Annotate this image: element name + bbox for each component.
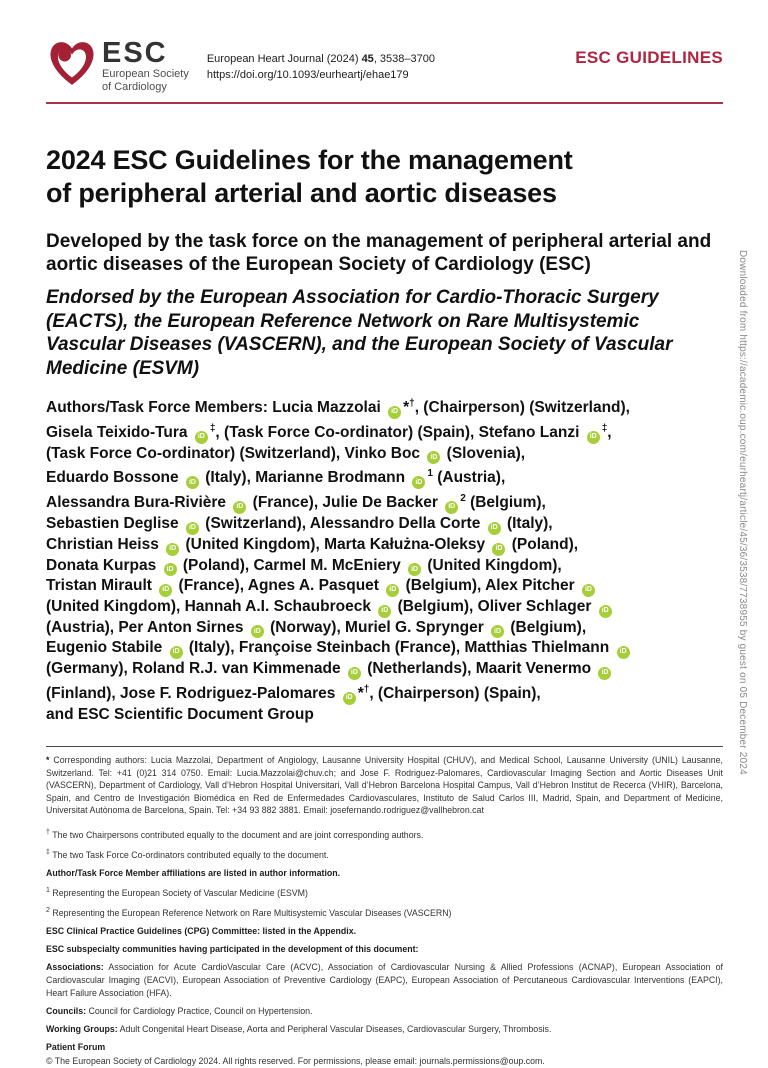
esc-logo-orgname bbox=[102, 68, 189, 93]
footnote-marker: † bbox=[46, 829, 50, 836]
author-line: Alessandra Bura-Rivière iD (France), Julie De Backer $iD^2$ (Belgium), bbox=[46, 489, 723, 514]
header-rule bbox=[46, 102, 723, 104]
footnote: $^1$ Representing the European Society of Vascular Medicine (ESVM) bbox=[46, 887, 308, 899]
orcid-icon[interactable]: iD bbox=[445, 501, 458, 514]
article-title-line1: 2024 ESC Guidelines for the management bbox=[46, 145, 573, 175]
orcid-icon[interactable]: iD bbox=[412, 476, 425, 489]
journal-citation-block bbox=[207, 38, 435, 83]
author-footnote-marker: † bbox=[363, 683, 370, 695]
footnote-marker: 1 bbox=[46, 887, 50, 895]
author-line: (Finland), Jose F. Rodriguez-Palomares iD *†, (Chairperson) (Spain), bbox=[46, 680, 723, 705]
orcid-icon[interactable]: iD bbox=[617, 646, 630, 659]
footnote-marker: 2 bbox=[46, 907, 50, 915]
orcid-icon[interactable]: iD bbox=[427, 451, 440, 464]
author-footnote-marker: 2 bbox=[460, 493, 466, 505]
orcid-icon[interactable]: iD bbox=[582, 584, 595, 597]
footnote: Councils: Council for Cardiology Practice, Council on Hypertension. bbox=[46, 1005, 313, 1016]
footnote-marker: * bbox=[46, 755, 54, 766]
doi-link[interactable]: https://doi.org/10.1093/eurheartj/ehae179 bbox=[206, 69, 409, 81]
article-endorsement: Endorsed by the European Association for Cardio-Thoracic Surgery (EACTS), the European Reference Network on Rare Multisystemic Vascular Diseases (VASCERN), and the European Society of Vascular Medicine (ESVM) bbox=[46, 287, 673, 379]
citation-pre: European Heart Journal (2024) bbox=[206, 53, 362, 65]
orcid-icon[interactable]: iD bbox=[233, 501, 246, 514]
author-line: Eugenio Stabile iD (Italy), Françoise Steinbach (France), Matthias Thielmann iD bbox=[46, 638, 723, 659]
author-line: Gisela Teixido-Tura iD‡, (Task Force Co-ordinator) (Spain), Stefano Lanzi iD‡, bbox=[46, 419, 723, 444]
orcid-icon[interactable]: iD bbox=[388, 406, 401, 419]
footnote: * Corresponding authors: Lucia Mazzolai, Department of Angiology, Lausanne University Hospital (CHUV), and Medical School, Lausanne University (UNIL) Lausanne, Switzerland. Tel: +41 (0)21 314 0750. Email: Lucia.Mazzolai@chuv.ch; and Jose F. Rodriguez-Palomares, Cardiovascular Imaging Section and Aortic Diseases Unit (VASCERN), Department of Cardiology, Vall d’Hebron Hospital Universitari, Vall d’Hebron Barcelona Hospital Campus, Vall d’Hebron Institut de Recerca (VHIR), Barcelona, Spain, and Centro de Investigación Biomédica en Red de Enfermedades Cardiovasculares, Instituto de Salud Carlos III, Madrid, Spain, and Department of Medicine, Universitat Autònoma de Barcelona, Spain. Tel: +34 93 882 3881. Email: josefernando.rodriguez@vallhebron.cat bbox=[46, 755, 723, 816]
footnotes bbox=[46, 754, 723, 1068]
footnote-rule bbox=[46, 746, 723, 747]
footnote: † The two Chairpersons contributed equally to the document and are joint corresponding authors. bbox=[46, 829, 424, 840]
author-footnote-marker: † bbox=[409, 398, 415, 409]
footnote: ESC subspecialty communities having participated in the development of this document: bbox=[46, 944, 419, 955]
author-line: Tristan Mirault iD (France), Agnes A. Pasquet iD (Belgium), Alex Pitcher iD bbox=[46, 576, 723, 597]
orcid-icon[interactable]: iD bbox=[195, 431, 208, 444]
esc-logo-org-line2: of Cardiology bbox=[102, 80, 167, 93]
orcid-icon[interactable]: iD bbox=[408, 563, 421, 576]
footnote: Working Groups: Adult Congenital Heart Disease, Aorta and Peripheral Vascular Diseases, Cardiovascular Surgery, Thrombosis. bbox=[46, 1023, 552, 1034]
orcid-icon[interactable]: iD bbox=[378, 605, 391, 618]
footnote-lead: Working Groups: bbox=[46, 1023, 118, 1034]
article-subtitle: Developed by the task force on the management of peripheral arterial and aortic diseases of the European Society of Cardiology (ESC) bbox=[46, 231, 712, 275]
esc-guidelines-badge: ESC GUIDELINES bbox=[575, 48, 723, 67]
esc-logo-text bbox=[102, 38, 189, 93]
orcid-icon[interactable]: iD bbox=[251, 625, 264, 638]
author-line: (Germany), Roland R.J. van Kimmenade iD (Netherlands), Maarit Venermo iD bbox=[46, 659, 723, 680]
orcid-icon[interactable]: iD bbox=[492, 543, 505, 556]
author-line: Donata Kurpas iD (Poland), Carmel M. McEniery iD (United Kingdom), bbox=[46, 556, 723, 577]
orcid-icon[interactable]: iD bbox=[159, 584, 172, 597]
journal-citation bbox=[207, 51, 435, 67]
author-footnote-marker: ‡ bbox=[601, 422, 608, 434]
download-watermark: Downloaded from https://academic.oup.com/eurheartj/article/45/36/3538/7738955 by guest on 05 December 2024 bbox=[737, 250, 748, 775]
author-line: Eduardo Bossone iD (Italy), Marianne Brodmann $iD^1$ (Austria), bbox=[46, 464, 723, 489]
orcid-icon[interactable]: iD bbox=[166, 543, 179, 556]
footnote: $^2$ Representing the European Reference Network on Rare Multisystemic Vascular Diseases (VASCERN) bbox=[46, 907, 452, 919]
footnote-lead: Associations: bbox=[46, 962, 104, 973]
orcid-icon[interactable]: iD bbox=[491, 625, 504, 638]
page-header bbox=[46, 38, 723, 96]
footnote-lead: Councils: bbox=[46, 1005, 87, 1016]
orcid-icon[interactable]: iD bbox=[598, 667, 611, 680]
esc-logo-acronym: ESC bbox=[102, 37, 168, 69]
footnote: ESC Clinical Practice Guidelines (CPG) Committee: listed in the Appendix. bbox=[46, 926, 357, 937]
author-line: Sebastien Deglise iD (Switzerland), Alessandro Della Corte iD (Italy), bbox=[46, 514, 723, 535]
citation-post: , 3538–3700 bbox=[373, 53, 435, 65]
orcid-icon[interactable]: iD bbox=[386, 584, 399, 597]
footnote: ‡ The two Task Force Co-ordinators contributed equally to the document. bbox=[46, 849, 329, 860]
esc-heart-icon bbox=[46, 39, 98, 87]
footnote: Patient Forum bbox=[46, 1041, 106, 1052]
article-title-line2: of peripheral arterial and aortic diseases bbox=[46, 178, 557, 208]
orcid-icon[interactable]: iD bbox=[170, 646, 183, 659]
orcid-icon[interactable]: iD bbox=[186, 476, 199, 489]
author-line: and ESC Scientific Document Group bbox=[46, 705, 314, 723]
author-line: (United Kingdom), Hannah A.I. Schaubroeck iD (Belgium), Oliver Schlager iD bbox=[46, 597, 723, 618]
author-line: Christian Heiss iD (United Kingdom), Marta Kałużna-Oleksy iD (Poland), bbox=[46, 535, 723, 556]
article-title bbox=[46, 144, 723, 210]
footnote-marker: ‡ bbox=[46, 849, 50, 857]
orcid-icon[interactable]: iD bbox=[599, 605, 612, 618]
orcid-icon[interactable]: iD bbox=[348, 667, 361, 680]
author-line: Authors/Task Force Members: Lucia Mazzolai iD *†, (Chairperson) (Switzerland), bbox=[46, 394, 723, 419]
esc-logo-org-line1: European Society bbox=[102, 68, 189, 80]
author-footnote-marker: 1 bbox=[427, 468, 433, 480]
esc-logo bbox=[46, 38, 189, 93]
footnote: © The European Society of Cardiology 2024. All rights reserved. For permissions, please email: journals.permissions@oup.com. bbox=[46, 1056, 545, 1067]
citation-volume: 45 bbox=[361, 53, 374, 65]
orcid-icon[interactable]: iD bbox=[343, 692, 356, 705]
orcid-icon[interactable]: iD bbox=[587, 431, 600, 444]
authors-list bbox=[46, 394, 723, 725]
orcid-icon[interactable]: iD bbox=[186, 522, 199, 535]
footnote: Author/Task Force Member affiliations are listed in author information. bbox=[46, 868, 341, 879]
author-footnote-marker: ‡ bbox=[209, 422, 216, 434]
author-line: (Task Force Co-ordinator) (Switzerland), Vinko Boc iD (Slovenia), bbox=[46, 444, 723, 465]
orcid-icon[interactable]: iD bbox=[488, 522, 501, 535]
orcid-icon[interactable]: iD bbox=[164, 563, 177, 576]
author-line: (Austria), Per Anton Sirnes iD (Norway), Muriel G. Sprynger iD (Belgium), bbox=[46, 618, 723, 639]
footnote: Associations: Association for Acute CardioVascular Care (ACVC), Association of Cardiovascular Nursing & Allied Professions (ACNAP), European Association of Cardiovascular Imaging (EACVI), European Association of Preventive Cardiology (EAPC), European Association of Percutaneous Cardiovascular Interventions (EAPCI), Heart Failure Association (HFA). bbox=[46, 962, 723, 998]
